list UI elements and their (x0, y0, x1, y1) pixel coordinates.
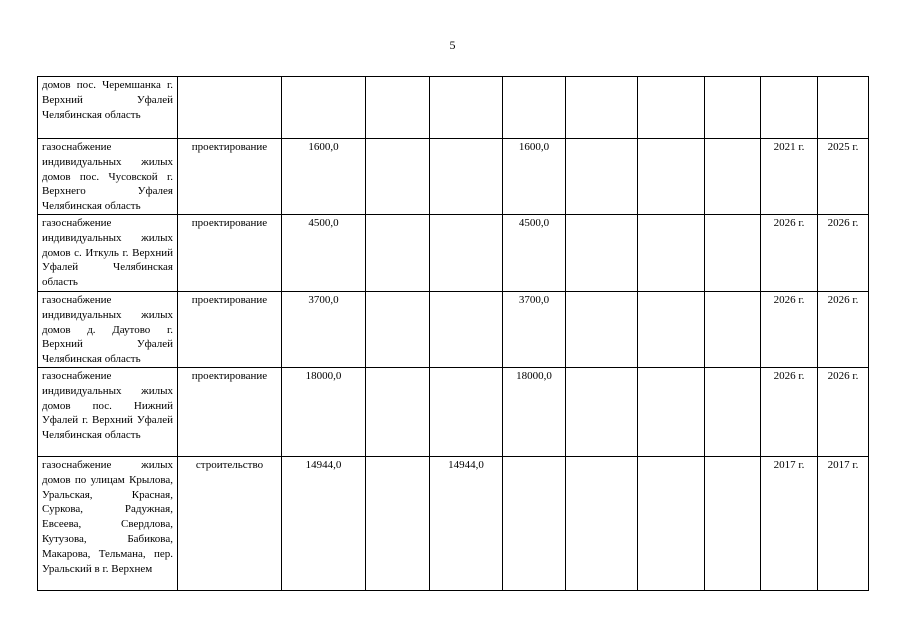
value-cell (566, 214, 638, 291)
total-cell (282, 77, 366, 139)
value-cell (638, 367, 705, 456)
value-cell (366, 214, 430, 291)
value-cell (638, 214, 705, 291)
value-cell (503, 77, 566, 139)
end-year-cell: 2025 г. (818, 139, 869, 215)
value-cell: 4500,0 (503, 214, 566, 291)
value-cell: 3700,0 (503, 291, 566, 367)
table-row (38, 291, 869, 367)
start-year-cell: 2026 г. (761, 291, 818, 367)
value-cell (566, 139, 638, 215)
start-year-cell: 2026 г. (761, 367, 818, 456)
end-year-cell: 2026 г. (818, 214, 869, 291)
value-cell (366, 367, 430, 456)
page-number: 5 (449, 38, 456, 52)
table-row (38, 77, 869, 139)
object-name-cell: газоснабжение жилых домов по улицам Крылова, Уральская, Красная, Суркова, Радужная, Евсеева, Свердлова, Кутузова, Бабикова, Макарова, Тельмана, пер. Уральский в г. Верхнем (38, 456, 178, 590)
stage-cell: проектирование (178, 291, 282, 367)
value-cell (638, 291, 705, 367)
start-year-cell (761, 77, 818, 139)
stage-cell: проектирование (178, 367, 282, 456)
object-name-cell: газоснабжение индивидуальных жилых домов пос. Чусовской г. Верхнего Уфалея Челябинская область (38, 139, 178, 215)
table-row (38, 456, 869, 590)
value-cell (566, 77, 638, 139)
value-cell: 18000,0 (503, 367, 566, 456)
end-year-cell (818, 77, 869, 139)
value-cell (366, 291, 430, 367)
value-cell (366, 77, 430, 139)
value-cell (503, 456, 566, 590)
total-cell: 1600,0 (282, 139, 366, 215)
total-cell: 3700,0 (282, 291, 366, 367)
value-cell (430, 214, 503, 291)
value-cell (705, 139, 761, 215)
start-year-cell: 2017 г. (761, 456, 818, 590)
value-cell (430, 139, 503, 215)
value-cell (638, 139, 705, 215)
value-cell (705, 77, 761, 139)
value-cell (705, 456, 761, 590)
value-cell: 14944,0 (430, 456, 503, 590)
value-cell (430, 367, 503, 456)
stage-cell: строительство (178, 456, 282, 590)
investment-table (37, 76, 869, 591)
end-year-cell: 2026 г. (818, 367, 869, 456)
value-cell (638, 77, 705, 139)
table-row (38, 367, 869, 456)
value-cell (566, 291, 638, 367)
table-row (38, 214, 869, 291)
value-cell (566, 456, 638, 590)
start-year-cell: 2026 г. (761, 214, 818, 291)
object-name-cell: домов пос. Черемшанка г. Верхний Уфалей Челябинская область (38, 77, 178, 139)
object-name-cell: газоснабжение индивидуальных жилых домов с. Иткуль г. Верхний Уфалей Челябинская область (38, 214, 178, 291)
value-cell (705, 291, 761, 367)
object-name-cell: газоснабжение индивидуальных жилых домов д. Даутово г. Верхний Уфалей Челябинская область (38, 291, 178, 367)
end-year-cell: 2017 г. (818, 456, 869, 590)
value-cell (705, 214, 761, 291)
value-cell (430, 291, 503, 367)
value-cell (366, 139, 430, 215)
value-cell (638, 456, 705, 590)
value-cell (566, 367, 638, 456)
object-name-cell: газоснабжение индивидуальных жилых домов пос. Нижний Уфалей г. Верхний Уфалей Челябинская область (38, 367, 178, 456)
table-row (38, 139, 869, 215)
value-cell (705, 367, 761, 456)
total-cell: 14944,0 (282, 456, 366, 590)
total-cell: 18000,0 (282, 367, 366, 456)
value-cell (430, 77, 503, 139)
start-year-cell: 2021 г. (761, 139, 818, 215)
value-cell (366, 456, 430, 590)
stage-cell: проектирование (178, 214, 282, 291)
end-year-cell: 2026 г. (818, 291, 869, 367)
total-cell: 4500,0 (282, 214, 366, 291)
stage-cell: проектирование (178, 139, 282, 215)
stage-cell (178, 77, 282, 139)
value-cell: 1600,0 (503, 139, 566, 215)
